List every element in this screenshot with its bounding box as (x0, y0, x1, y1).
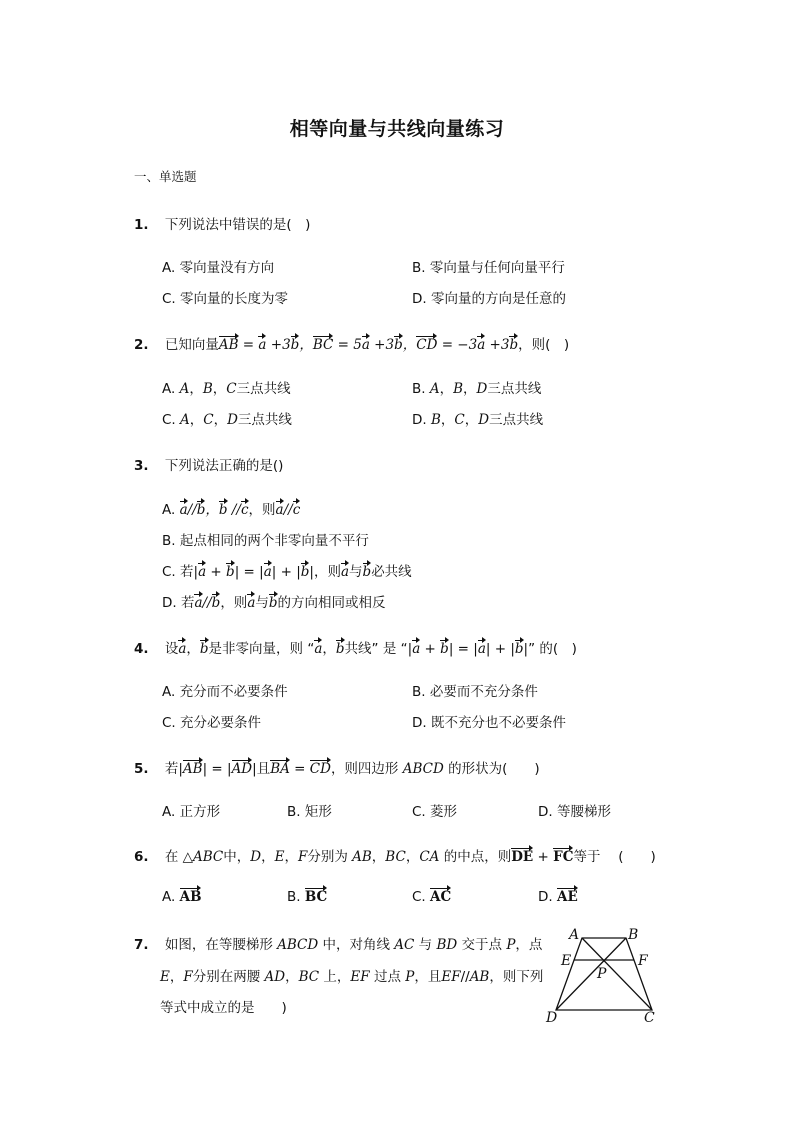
section-heading: 一、单选题 (134, 169, 197, 184)
option-d: D. B，C，D三点共线 (412, 412, 544, 428)
question-stem-suffix: ，则( ) (518, 337, 570, 353)
vector-expression: AB = a +3b，BC = 5a +3b，CD = −3a +3b (218, 337, 519, 353)
question-stem-prefix: 已知向量 (164, 337, 219, 353)
option-d: D. AE (538, 889, 578, 905)
option-a: A. 正方形 (162, 804, 221, 820)
option-a: A. A，B，C三点共线 (162, 381, 291, 397)
question-stem-line-3: 等式中成立的是 ) (160, 1000, 287, 1016)
question-5 (134, 757, 540, 777)
label-c: C (644, 1010, 655, 1026)
option-b: B. 零向量与任何向量平行 (412, 260, 565, 276)
option-a: A. AB (162, 889, 202, 905)
label-a: A (569, 927, 580, 943)
option-d: D. 既不充分也不必要条件 (412, 715, 566, 731)
question-stem: 下列说法正确的是() (164, 458, 284, 474)
question-stem: 在 △ABC中，D，E，F分别为 AB，BC，CA 的中点，则DE + FC等于 ( ) (164, 849, 656, 865)
label-p: P (597, 966, 607, 982)
question-stem: 若|AB| = |AD|且BA = CD，则四边形 ABCD 的形状为( ) (164, 761, 540, 777)
option-b: B. 矩形 (287, 804, 332, 820)
label-d: D (546, 1010, 558, 1026)
question-number: 5. (134, 761, 149, 777)
page-title: 相等向量与共线向量练习 (289, 118, 505, 140)
question-6 (134, 845, 656, 865)
trapezoid-figure (540, 922, 670, 1030)
option-b: B. 必要而不充分条件 (412, 684, 538, 700)
question-3 (134, 454, 283, 474)
question-4 (134, 637, 577, 657)
question-1 (134, 213, 310, 233)
label-b: B (628, 927, 639, 943)
option-b: B. 起点相同的两个非零向量不平行 (162, 533, 369, 549)
option-a: A. 充分而不必要条件 (162, 684, 288, 700)
label-f: F (638, 953, 648, 969)
option-c: C. 菱形 (412, 804, 458, 820)
question-2 (134, 333, 569, 353)
option-c: C. 充分必要条件 (162, 715, 262, 731)
option-b: B. BC (287, 889, 328, 905)
option-c: C. AC (412, 889, 452, 905)
option-a: A. a//b，b //c，则a//c (162, 502, 301, 518)
option-d: D. 等腰梯形 (538, 804, 611, 820)
option-b: B. A，B，D三点共线 (412, 381, 542, 397)
question-number: 1. (134, 217, 149, 233)
question-number: 2. (134, 337, 149, 353)
option-c: C. 零向量的长度为零 (162, 291, 289, 307)
option-c: C. A，C，D三点共线 (162, 412, 292, 428)
question-stem-line-2: E，F分别在两腰 AD，BC 上，EF 过点 P，且EF//AB，则下列 (160, 969, 544, 985)
option-d: D. 若a//b，则a与b的方向相同或相反 (162, 595, 386, 611)
option-a: A. 零向量没有方向 (162, 260, 275, 276)
question-number: 6. (134, 849, 149, 865)
label-e: E (561, 953, 572, 969)
question-number: 7. (134, 937, 149, 953)
option-c: C. 若|a + b| = |a| + |b|，则a与b必共线 (162, 564, 412, 580)
question-stem: 设a，b是非零向量，则 “a，b共线” 是 “|a + b| = |a| + |b|” 的( ) (164, 641, 577, 657)
question-stem: 下列说法中错误的是( ) (164, 217, 311, 233)
question-stem-line-1: 如图，在等腰梯形 ABCD 中，对角线 AC 与 BD 交于点 P，点 (164, 937, 543, 953)
option-d: D. 零向量的方向是任意的 (412, 291, 566, 307)
question-7 (134, 933, 542, 953)
question-number: 3. (134, 458, 149, 474)
question-number: 4. (134, 641, 149, 657)
